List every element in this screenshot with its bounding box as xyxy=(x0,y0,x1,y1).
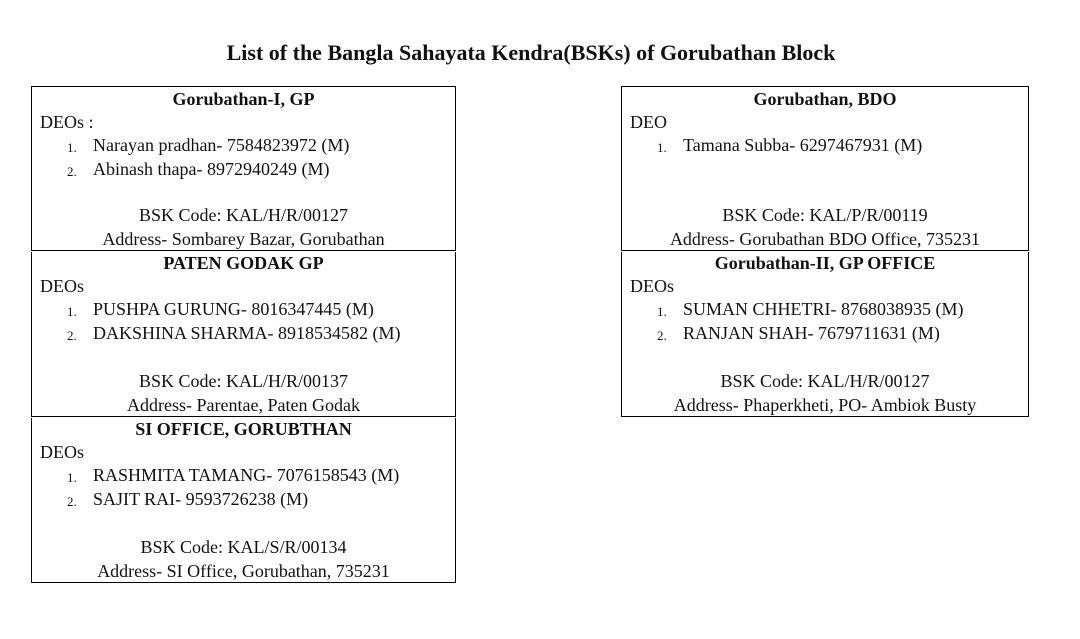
bsk-name: SI OFFICE, GORUBTHAN xyxy=(135,419,352,439)
deo-heading: DEO xyxy=(630,112,667,132)
deo-list xyxy=(32,298,455,346)
bsk-details xyxy=(622,370,1028,416)
bsk-details xyxy=(32,536,455,582)
bsk-address: Address- Parentae, Paten Godak xyxy=(127,395,360,415)
deo-heading: DEOs xyxy=(40,442,84,462)
deo-list xyxy=(32,134,455,182)
deo-text: DAKSHINA SHARMA- 8918534582 (M) xyxy=(93,323,401,343)
deo-number: 1. xyxy=(657,140,667,155)
deo-text: SUMAN CHHETRI- 8768038935 (M) xyxy=(683,299,964,319)
deo-text: RASHMITA TAMANG- 7076158543 (M) xyxy=(93,465,400,485)
document-title: List of the Bangla Sahayata Kendra(BSKs) of Gorubathan Block xyxy=(226,40,836,65)
deo-list xyxy=(32,464,455,512)
deo-number: 2. xyxy=(67,328,77,343)
bsk-name: Gorubathan, BDO xyxy=(753,89,897,109)
deo-item xyxy=(622,298,1028,322)
deo-list xyxy=(622,298,1028,346)
bsk-name: Gorubathan-I, GP xyxy=(172,89,315,109)
bsk-entry-si-office-gorubthan xyxy=(31,418,456,583)
deo-item xyxy=(622,322,1028,346)
bsk-code: BSK Code: KAL/H/R/00127 xyxy=(138,205,348,225)
deo-text: Narayan pradhan- 7584823972 (M) xyxy=(93,135,350,155)
bsk-address: Address- Phaperkheti, PO- Ambiok Busty xyxy=(673,395,977,415)
bsk-name: Gorubathan-II, GP OFFICE xyxy=(714,253,936,273)
deo-text: Abinash thapa- 8972940249 (M) xyxy=(93,159,330,179)
deo-heading: DEOs xyxy=(40,276,84,296)
bsk-address: Address- Gorubathan BDO Office, 735231 xyxy=(669,229,981,249)
bsk-details xyxy=(622,204,1028,250)
deo-text: RANJAN SHAH- 7679711631 (M) xyxy=(683,323,940,343)
bsk-address: Address- Sombarey Bazar, Gorubathan xyxy=(102,229,385,249)
deo-item xyxy=(32,134,455,158)
deo-item xyxy=(32,298,455,322)
deo-number: 2. xyxy=(67,164,77,179)
bsk-details xyxy=(32,204,455,250)
deo-number: 1. xyxy=(67,304,77,319)
deo-number: 1. xyxy=(67,470,77,485)
deo-text: PUSHPA GURUNG- 8016347445 (M) xyxy=(93,299,374,319)
deo-number: 1. xyxy=(67,140,77,155)
bsk-code: BSK Code: KAL/P/R/00119 xyxy=(722,205,928,225)
deo-heading: DEOs : xyxy=(40,112,94,132)
bsk-entry-paten-godak-gp xyxy=(31,252,456,417)
deo-number: 1. xyxy=(657,304,667,319)
deo-item xyxy=(32,488,455,512)
deo-item xyxy=(32,464,455,488)
deo-item xyxy=(622,134,1028,158)
right-column xyxy=(621,86,1029,417)
bsk-entry-gorubathan-bdo xyxy=(621,86,1029,251)
bsk-code: BSK Code: KAL/H/R/00137 xyxy=(138,371,348,391)
bsk-name: PATEN GODAK GP xyxy=(163,253,324,273)
bsk-code: BSK Code: KAL/S/R/00134 xyxy=(140,537,347,557)
bsk-code: BSK Code: KAL/H/R/00127 xyxy=(720,371,930,391)
deo-item xyxy=(32,158,455,182)
deo-number: 2. xyxy=(67,494,77,509)
deo-text: Tamana Subba- 6297467931 (M) xyxy=(683,135,923,155)
bsk-entry-gorubathan-1-gp xyxy=(31,86,456,251)
bsk-entry-gorubathan-2-gp-office xyxy=(621,252,1029,417)
deo-heading: DEOs xyxy=(630,276,674,296)
deo-text: SAJIT RAI- 9593726238 (M) xyxy=(93,489,309,509)
bsk-details xyxy=(32,370,455,416)
bsk-address: Address- SI Office, Gorubathan, 735231 xyxy=(97,561,390,581)
deo-number: 2. xyxy=(657,328,667,343)
left-column xyxy=(31,86,456,583)
deo-list xyxy=(622,134,1028,158)
deo-item xyxy=(32,322,455,346)
